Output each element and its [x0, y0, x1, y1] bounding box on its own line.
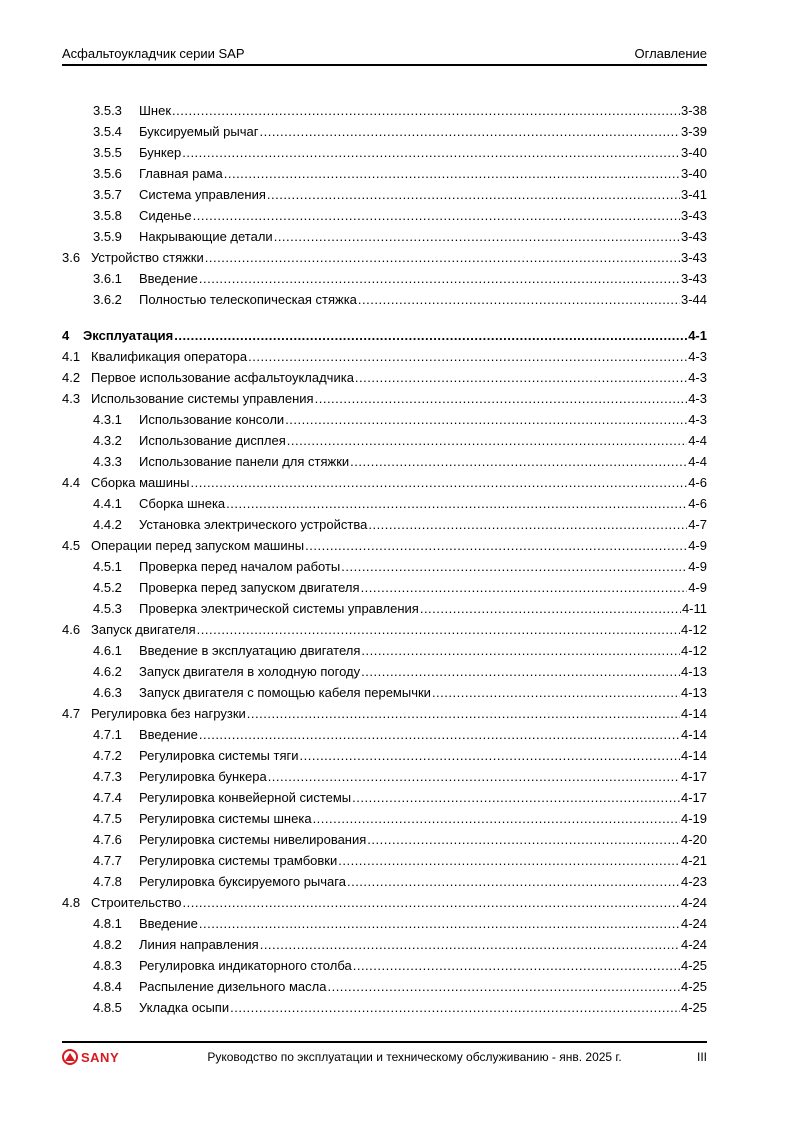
toc-entry-title: Регулировка системы тяги: [139, 745, 299, 766]
toc-entry[interactable]: [62, 745, 707, 766]
toc-entry-number: 3.5.6: [93, 166, 122, 181]
toc-entry-row: [139, 829, 707, 850]
toc-dot-leader: [274, 226, 680, 247]
toc-entry-page: 4-9: [688, 580, 707, 595]
toc-entry-row: [139, 430, 707, 451]
toc-dot-leader: [226, 493, 687, 514]
toc-dot-leader: [248, 346, 687, 367]
toc-entry-page: 3-43: [680, 229, 707, 244]
toc-entry[interactable]: [62, 430, 707, 451]
toc-entry-row: [91, 388, 707, 409]
toc-entry-page: 4-12: [680, 622, 707, 637]
toc-entry-number: 4.4.1: [93, 496, 122, 511]
toc-entry-title: Система управления: [139, 184, 266, 205]
toc-entry-row: [91, 472, 707, 493]
toc-entry-page: 3-41: [680, 187, 707, 202]
toc-entry-title: Установка электрического устройства: [139, 514, 367, 535]
toc-entry-row: [139, 451, 707, 472]
toc-entry[interactable]: [62, 577, 707, 598]
sany-logo-icon: [62, 1049, 78, 1065]
toc-entry[interactable]: [62, 934, 707, 955]
toc-entry[interactable]: [62, 766, 707, 787]
toc-entry-row: [139, 268, 707, 289]
toc-entry-row: [139, 850, 707, 871]
toc-dot-leader: [338, 850, 680, 871]
toc-entry-row: [91, 619, 707, 640]
toc-entry[interactable]: [62, 535, 707, 556]
toc-entry-title: Квалификация оператора: [91, 346, 247, 367]
toc-entry-title: Укладка осыпи: [139, 997, 229, 1018]
toc-entry-title: Сборка машины: [91, 472, 190, 493]
toc-entry-row: [91, 247, 707, 268]
toc-entry-row: [139, 493, 707, 514]
toc-entry[interactable]: [62, 724, 707, 745]
toc-dot-leader: [287, 430, 687, 451]
toc-entry-number: 4.8.2: [93, 937, 122, 952]
toc-entry[interactable]: [62, 367, 707, 388]
toc-entry-page: 4-3: [688, 412, 707, 427]
toc-entry[interactable]: [62, 598, 707, 619]
toc-entry-page: 4-9: [688, 538, 707, 553]
toc-dot-leader: [341, 556, 687, 577]
toc-entry-page: 4-24: [680, 895, 707, 910]
toc-entry-title: Устройство стяжки: [91, 247, 204, 268]
toc-entry-title: Использование консоли: [139, 409, 284, 430]
toc-entry-title: Регулировка системы трамбовки: [139, 850, 337, 871]
toc-entry-number: 4.8.4: [93, 979, 122, 994]
toc-entry-title: Проверка перед началом работы: [139, 556, 340, 577]
header-divider: [62, 64, 707, 66]
toc-entry-number: 3.5.5: [93, 145, 122, 160]
footer-text: Руководство по эксплуатации и техническому обслуживанию - янв. 2025 г.: [207, 1050, 622, 1064]
logo-text: SANY: [81, 1049, 120, 1065]
toc-entry-number: 4.8: [62, 895, 81, 910]
header-title: Асфальтоукладчик серии SAP: [62, 46, 245, 61]
toc-entry-title: Введение: [139, 724, 198, 745]
toc-entry-title: Использование дисплея: [139, 430, 286, 451]
toc-entry[interactable]: [62, 829, 707, 850]
toc-entry-number: 4.4.2: [93, 517, 122, 532]
toc-entry-title: Строительство: [91, 892, 181, 913]
toc-dot-leader: [191, 472, 688, 493]
toc-entry-title: Накрывающие детали: [139, 226, 273, 247]
toc-entry-page: 3-39: [680, 124, 707, 139]
toc-entry[interactable]: [62, 289, 707, 310]
toc-entry-title: Регулировка системы нивелирования: [139, 829, 366, 850]
toc-dot-leader: [327, 976, 680, 997]
toc-dot-leader: [432, 682, 680, 703]
toc-entry-row: [139, 766, 707, 787]
toc-entry-page: 3-43: [680, 250, 707, 265]
toc-entry[interactable]: [62, 976, 707, 997]
toc-dot-leader: [347, 871, 680, 892]
sany-logo: [62, 1049, 172, 1065]
toc-entry-title: Буксируемый рычаг: [139, 121, 258, 142]
toc-dot-leader: [174, 325, 687, 346]
toc-entry-row: [139, 226, 707, 247]
toc-entry-title: Запуск двигателя с помощью кабеля перемычки: [139, 682, 431, 703]
toc-entry-page: 4-17: [680, 790, 707, 805]
toc-entry-number: 4.3: [62, 391, 81, 406]
toc-dot-leader: [193, 205, 680, 226]
toc-entry-row: [139, 976, 707, 997]
toc-entry[interactable]: [62, 955, 707, 976]
toc-dot-leader: [268, 766, 680, 787]
footer-divider: [62, 1041, 707, 1043]
toc-entry-title: Сиденье: [139, 205, 192, 226]
toc-entry-row: [139, 598, 707, 619]
toc-entry[interactable]: [62, 472, 707, 493]
toc-entry-page: 4-17: [680, 769, 707, 784]
toc-entry-number: 4.5.2: [93, 580, 122, 595]
toc-entry-page: 4-14: [680, 727, 707, 742]
toc-entry-title: Главная рама: [139, 163, 223, 184]
toc-entry-title: Сборка шнека: [139, 493, 225, 514]
toc-entry[interactable]: [62, 493, 707, 514]
toc-entry[interactable]: [62, 640, 707, 661]
toc-entry-page: 4-4: [688, 433, 707, 448]
toc-entry-row: [91, 367, 707, 388]
toc-entry-row: [139, 640, 707, 661]
toc-entry-number: 4.5: [62, 538, 81, 553]
toc-entry-title: Линия направления: [139, 934, 259, 955]
toc-dot-leader: [230, 997, 680, 1018]
toc-entry-page: 4-14: [680, 748, 707, 763]
toc-entry[interactable]: [62, 100, 707, 121]
toc-entry-page: 4-23: [680, 874, 707, 889]
toc-entry-row: [91, 346, 707, 367]
toc-dot-leader: [352, 787, 680, 808]
toc-entry-row: [139, 997, 707, 1018]
toc-entry-row: [139, 745, 707, 766]
toc-entry-page: 4-14: [680, 706, 707, 721]
toc-entry[interactable]: [62, 346, 707, 367]
toc-entry[interactable]: [62, 388, 707, 409]
toc-entry-title: Использование панели для стяжки: [139, 451, 349, 472]
toc-entry[interactable]: [62, 226, 707, 247]
toc-entry-title: Полностью телескопическая стяжка: [139, 289, 357, 310]
toc-entry[interactable]: [62, 142, 707, 163]
toc-entry-number: 4.8.1: [93, 916, 122, 931]
toc-entry[interactable]: [62, 808, 707, 829]
toc-dot-leader: [305, 535, 687, 556]
toc-entry-number: 4.7.5: [93, 811, 122, 826]
toc-entry-title: Введение: [139, 268, 198, 289]
toc-dot-leader: [267, 184, 680, 205]
toc-entry-title: Эксплуатация: [83, 325, 173, 346]
toc-dot-leader: [361, 577, 688, 598]
toc-entry[interactable]: [62, 661, 707, 682]
toc-dot-leader: [259, 121, 679, 142]
toc-entry-row: [139, 787, 707, 808]
toc-entry-number: 4.3.1: [93, 412, 122, 427]
toc-entry-title: Использование системы управления: [91, 388, 314, 409]
toc-dot-leader: [355, 367, 687, 388]
toc-entry-page: 4-6: [688, 496, 707, 511]
page-footer: [62, 1047, 707, 1067]
toc-entry-page: 3-43: [680, 271, 707, 286]
toc-entry[interactable]: [62, 682, 707, 703]
toc-entry-number: 4.4: [62, 475, 81, 490]
toc-entry-title: Проверка перед запуском двигателя: [139, 577, 360, 598]
toc-entry[interactable]: [62, 247, 707, 268]
toc-entry-number: 3.5.4: [93, 124, 122, 139]
toc-entry-page: 4-3: [688, 349, 707, 364]
toc-entry-page: 4-11: [681, 601, 707, 616]
toc-entry-page: 3-44: [680, 292, 707, 307]
toc-entry[interactable]: [62, 268, 707, 289]
toc-entry-page: 4-24: [680, 937, 707, 952]
toc-entry-row: [139, 934, 707, 955]
toc-entry[interactable]: [62, 871, 707, 892]
toc-entry-page: 4-25: [680, 1000, 707, 1015]
toc-entry-number: 4.3.2: [93, 433, 122, 448]
toc-entry-row: [139, 163, 707, 184]
toc-entry-title: Распыление дизельного масла: [139, 976, 326, 997]
toc-dot-leader: [315, 388, 688, 409]
toc-entry[interactable]: [62, 556, 707, 577]
toc-entry-title: Введение в эксплуатацию двигателя: [139, 640, 360, 661]
toc-dot-leader: [182, 142, 680, 163]
toc-entry[interactable]: [62, 997, 707, 1018]
toc-entry[interactable]: [62, 205, 707, 226]
toc-entry-number: 3.5.9: [93, 229, 122, 244]
toc-entry-title: Введение: [139, 913, 198, 934]
toc-spacer: [62, 310, 707, 325]
toc-entry-number: 3.5.8: [93, 208, 122, 223]
table-of-contents: [62, 100, 707, 1018]
toc-entry-title: Первое использование асфальтоукладчика: [91, 367, 354, 388]
toc-entry-title: Запуск двигателя в холодную погоду: [139, 661, 360, 682]
toc-dot-leader: [182, 892, 679, 913]
toc-entry-page: 4-20: [680, 832, 707, 847]
toc-entry-number: 4.7.2: [93, 748, 122, 763]
toc-entry-row: [139, 556, 707, 577]
toc-entry-row: [139, 514, 707, 535]
toc-entry-page: 4-3: [688, 391, 707, 406]
toc-entry-row: [139, 661, 707, 682]
toc-entry-title: Регулировка без нагрузки: [91, 703, 246, 724]
toc-dot-leader: [350, 451, 687, 472]
toc-entry-row: [139, 577, 707, 598]
toc-entry-page: 4-19: [680, 811, 707, 826]
toc-entry-title: Проверка электрической системы управления: [139, 598, 419, 619]
toc-entry-page: 4-25: [680, 958, 707, 973]
toc-entry[interactable]: [62, 184, 707, 205]
page-number: III: [696, 1050, 707, 1064]
toc-dot-leader: [367, 829, 680, 850]
toc-dot-leader: [172, 100, 680, 121]
toc-entry[interactable]: [62, 121, 707, 142]
toc-entry[interactable]: [62, 787, 707, 808]
toc-entry-title: Регулировка бункера: [139, 766, 267, 787]
toc-dot-leader: [313, 808, 680, 829]
toc-entry-number: 4.5.3: [93, 601, 122, 616]
toc-dot-leader: [199, 724, 680, 745]
toc-dot-leader: [358, 289, 680, 310]
toc-entry-row: [91, 892, 707, 913]
header-section: Оглавление: [634, 46, 707, 61]
toc-entry[interactable]: [62, 163, 707, 184]
toc-dot-leader: [199, 268, 680, 289]
toc-entry-number: 4.7: [62, 706, 81, 721]
toc-entry-number: 3.6.1: [93, 271, 122, 286]
toc-dot-leader: [205, 247, 680, 268]
toc-entry-page: 4-24: [680, 916, 707, 931]
toc-entry-number: 4.6.1: [93, 643, 122, 658]
toc-entry-number: 4.6.2: [93, 664, 122, 679]
toc-entry-number: 4.7.8: [93, 874, 122, 889]
toc-entry-page: 4-7: [688, 517, 707, 532]
toc-entry-page: 4-25: [680, 979, 707, 994]
toc-entry[interactable]: [62, 514, 707, 535]
toc-entry-number: 3.5.3: [93, 103, 122, 118]
toc-entry-row: [91, 535, 707, 556]
toc-entry-page: 3-38: [680, 103, 707, 118]
toc-dot-leader: [285, 409, 687, 430]
toc-entry-page: 4-1: [688, 328, 707, 343]
toc-entry-title: Регулировка системы шнека: [139, 808, 312, 829]
toc-entry-page: 4-9: [688, 559, 707, 574]
toc-entry-row: [139, 808, 707, 829]
toc-entry-number: 4.8.5: [93, 1000, 122, 1015]
toc-entry[interactable]: [62, 409, 707, 430]
toc-entry-number: 4.6.3: [93, 685, 122, 700]
toc-entry-title: Регулировка индикаторного столба: [139, 955, 352, 976]
toc-dot-leader: [260, 934, 680, 955]
toc-entry-number: 4.7.4: [93, 790, 122, 805]
toc-entry-title: Шнек: [139, 100, 171, 121]
toc-entry-title: Регулировка буксируемого рычага: [139, 871, 346, 892]
toc-entry-page: 4-4: [688, 454, 707, 469]
toc-entry-page: 3-40: [680, 166, 707, 181]
toc-entry-page: 4-6: [688, 475, 707, 490]
toc-entry-number: 3.6.2: [93, 292, 122, 307]
toc-entry-row: [139, 142, 707, 163]
toc-entry[interactable]: [62, 913, 707, 934]
toc-entry-title: Запуск двигателя: [91, 619, 196, 640]
toc-entry[interactable]: [62, 850, 707, 871]
toc-entry-page: 4-3: [688, 370, 707, 385]
toc-entry-page: 4-12: [680, 643, 707, 658]
toc-entry[interactable]: [62, 451, 707, 472]
toc-entry-number: 4.5.1: [93, 559, 122, 574]
toc-entry-row: [83, 325, 707, 346]
toc-entry-title: Регулировка конвейерной системы: [139, 787, 351, 808]
toc-entry-number: 4.3.3: [93, 454, 122, 469]
toc-entry[interactable]: [62, 619, 707, 640]
toc-entry-number: 4.7.3: [93, 769, 122, 784]
toc-dot-leader: [197, 619, 680, 640]
toc-entry-row: [139, 184, 707, 205]
toc-entry-number: 4: [62, 328, 70, 343]
toc-entry-number: 4.7.1: [93, 727, 122, 742]
toc-entry-row: [139, 409, 707, 430]
toc-entry[interactable]: [62, 892, 707, 913]
toc-entry[interactable]: [62, 325, 707, 346]
toc-entry-row: [139, 121, 707, 142]
toc-entry-title: Бункер: [139, 142, 181, 163]
page-header: [62, 46, 707, 64]
toc-entry-number: 4.7.7: [93, 853, 122, 868]
toc-dot-leader: [361, 640, 680, 661]
toc-entry-row: [139, 682, 707, 703]
toc-entry-number: 3.5.7: [93, 187, 122, 202]
toc-entry-row: [139, 289, 707, 310]
toc-entry-number: 4.7.6: [93, 832, 122, 847]
toc-entry-page: 3-40: [680, 145, 707, 160]
toc-entry-number: 3.6: [62, 250, 81, 265]
toc-dot-leader: [420, 598, 681, 619]
toc-entry-number: 4.2: [62, 370, 81, 385]
toc-dot-leader: [361, 661, 680, 682]
toc-entry-row: [139, 100, 707, 121]
toc-entry-number: 4.8.3: [93, 958, 122, 973]
toc-dot-leader: [199, 913, 680, 934]
toc-entry-page: 3-43: [680, 208, 707, 223]
toc-dot-leader: [247, 703, 680, 724]
toc-entry-page: 4-21: [680, 853, 707, 868]
toc-entry-number: 4.6: [62, 622, 81, 637]
toc-entry-row: [139, 205, 707, 226]
toc-dot-leader: [368, 514, 687, 535]
toc-entry-page: 4-13: [680, 664, 707, 679]
toc-entry-row: [139, 955, 707, 976]
toc-entry-title: Операции перед запуском машины: [91, 535, 304, 556]
toc-dot-leader: [224, 163, 680, 184]
toc-entry-number: 4.1: [62, 349, 81, 364]
toc-entry-row: [139, 871, 707, 892]
toc-dot-leader: [353, 955, 680, 976]
toc-entry-row: [139, 724, 707, 745]
toc-entry-row: [91, 703, 707, 724]
toc-entry-row: [139, 913, 707, 934]
toc-entry-page: 4-13: [680, 685, 707, 700]
toc-dot-leader: [300, 745, 680, 766]
toc-entry[interactable]: [62, 703, 707, 724]
